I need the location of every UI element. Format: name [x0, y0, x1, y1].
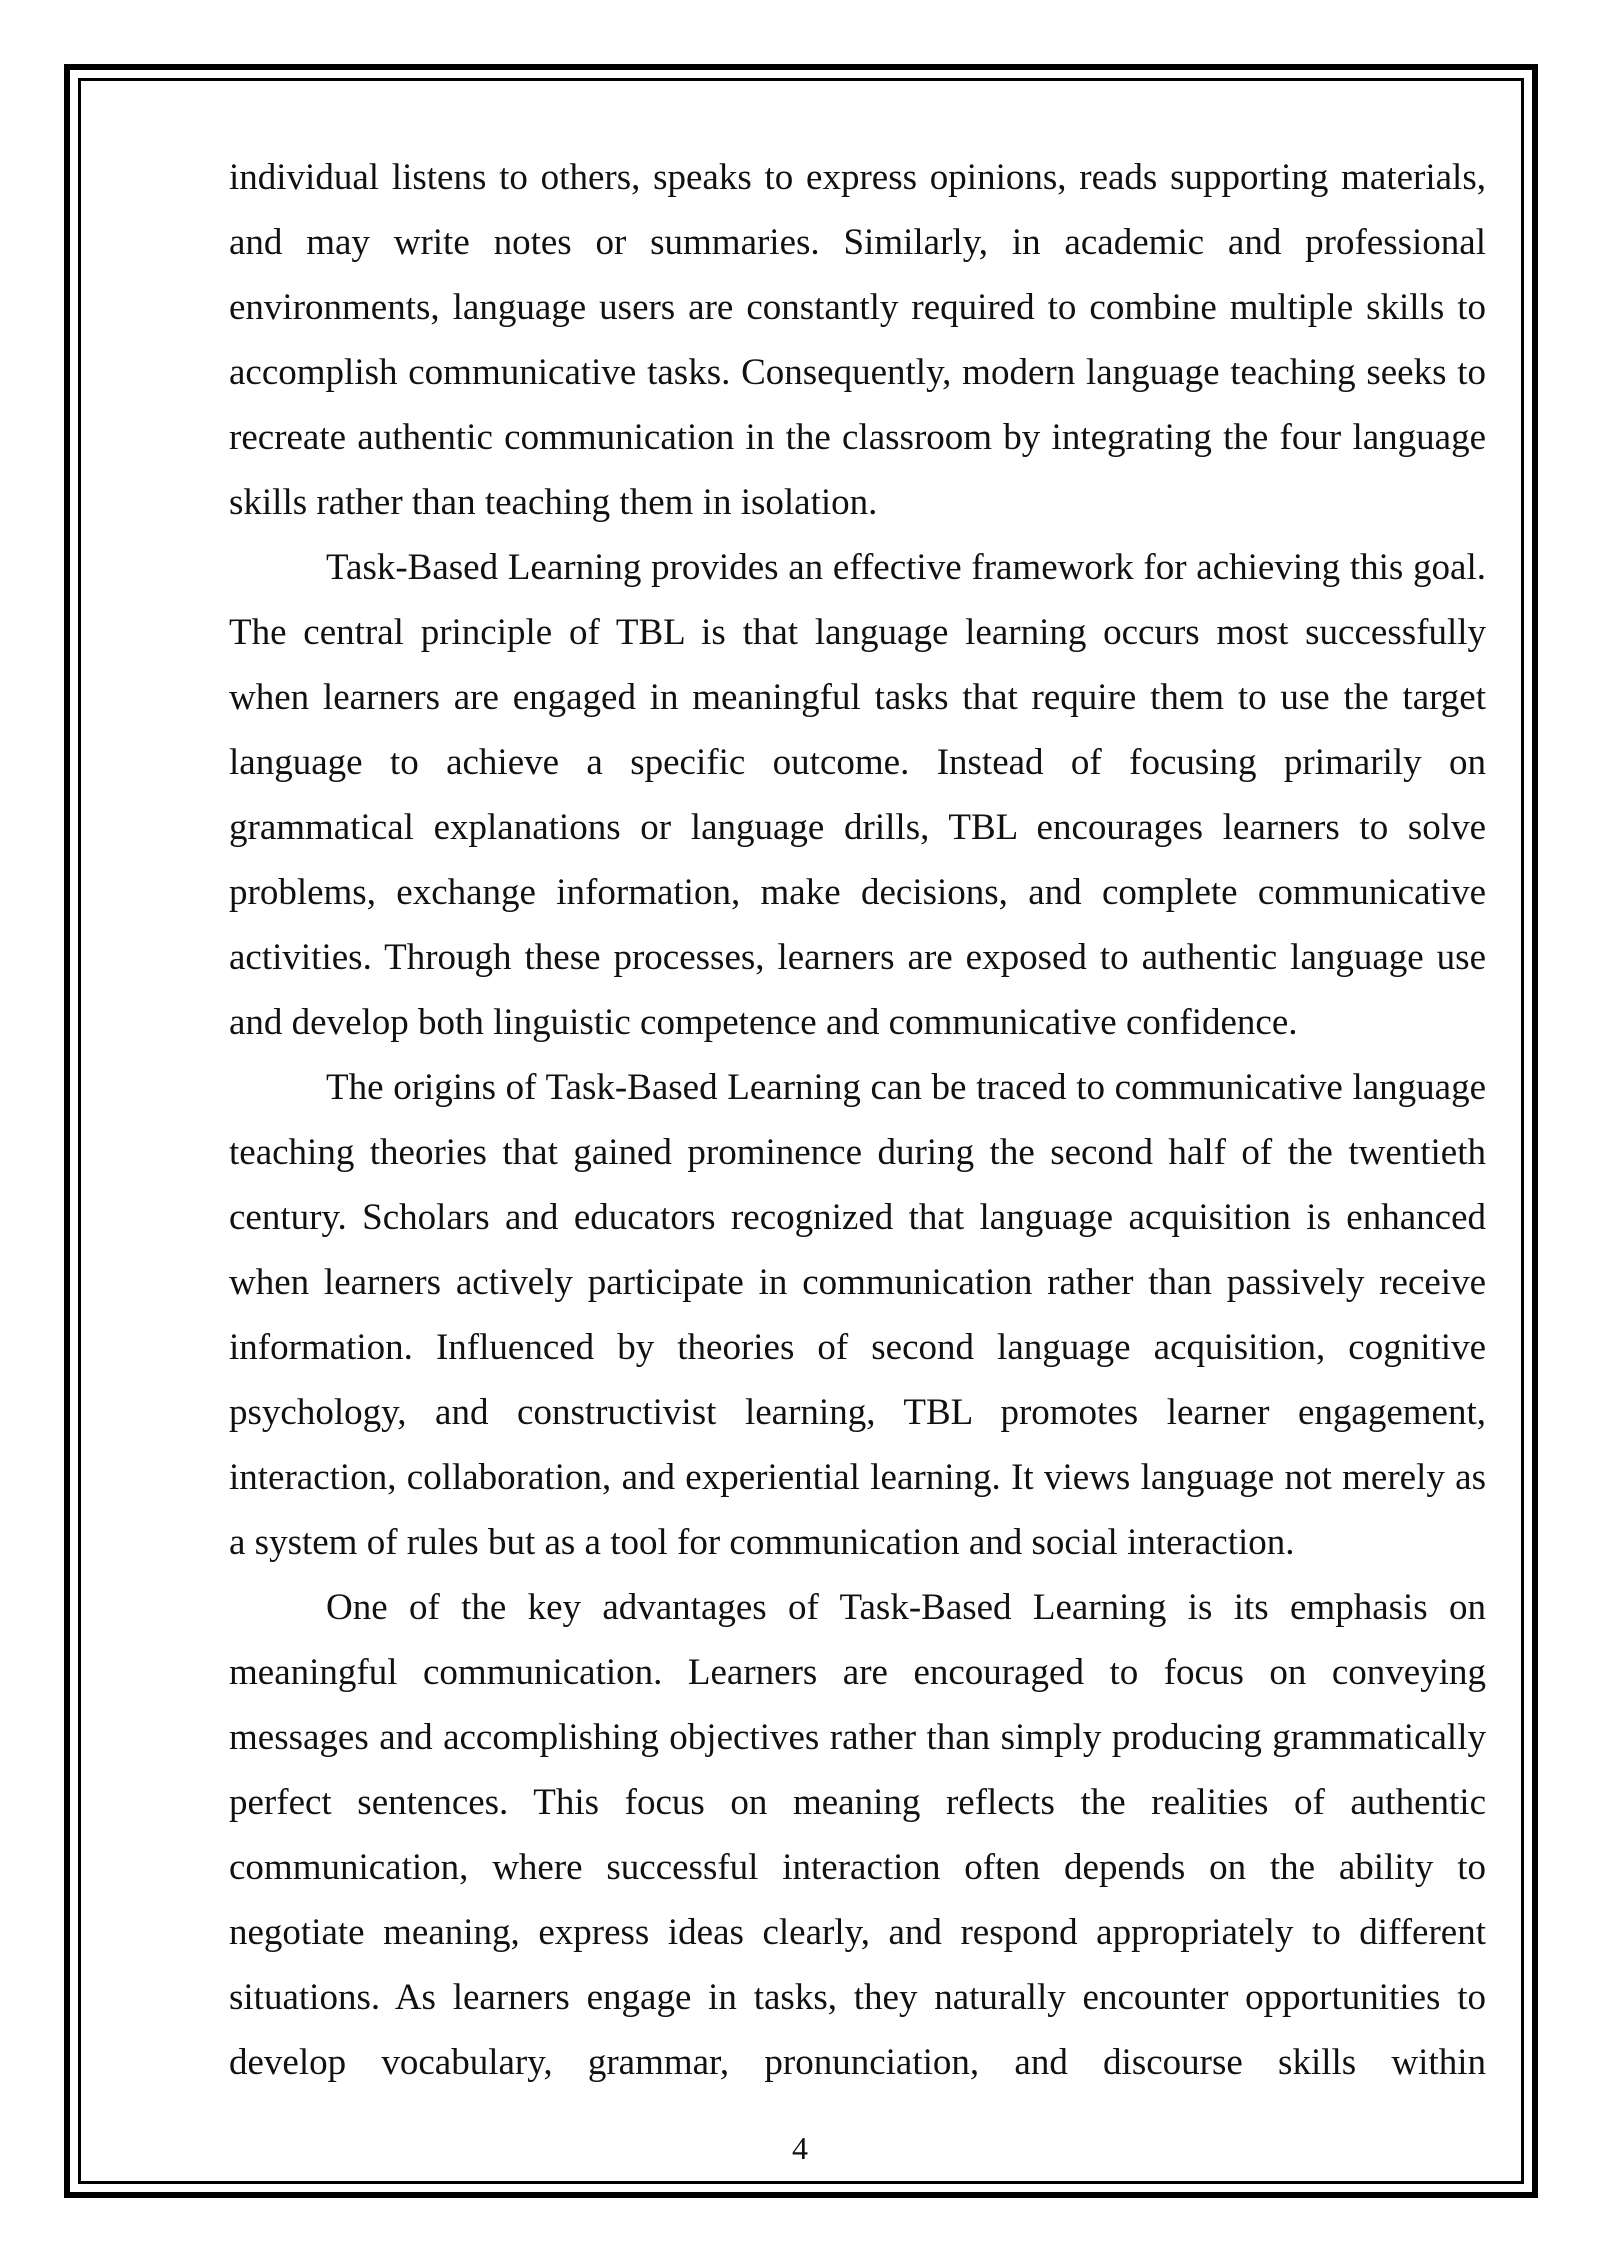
paragraph-3: The origins of Task-Based Learning can be traced to communicative language teaching theories that gained prominence during the second half of the twentieth century. Scholars and educators recognized that language acquisition is enhanced when learners actively participate in communication rather than passively receive information. Influenced by theories of second language acquisition, cognitive psychology, and constructivist learning, TBL promotes learner engagement, interaction, collaboration, and experiential learning. It views language not merely as a system of rules but as a tool for communication and social interaction. — [229, 1067, 1486, 1563]
document-body — [229, 145, 1486, 2095]
paragraph-1: individual listens to others, speaks to express opinions, reads supporting materials, and may write notes or summaries. Similarly, in academic and professional environments, language users are constantly required to combine multiple skills to accomplish communicative tasks. Consequently, modern language teaching seeks to recreate authentic communication in the classroom by integrating the four language skills rather than teaching them in isolation. — [229, 157, 1486, 523]
paragraph-4: One of the key advantages of Task-Based Learning is its emphasis on meaningful communication. Learners are encouraged to focus on conveying messages and accomplishing objectives rather than simply producing grammatically perfect sentences. This focus on meaning reflects the realities of authentic communication, where successful interaction often depends on the ability to negotiate meaning, express ideas clearly, and respond appropriately to different situations. As learners engage in tasks, they naturally encounter opportunities to develop vocabulary, grammar, pronunciation, and discourse skills within — [229, 1587, 1486, 2083]
page-number: 4 — [792, 2130, 808, 2166]
paragraph-2: Task-Based Learning provides an effective framework for achieving this goal. The central principle of TBL is that language learning occurs most successfully when learners are engaged in meaningful tasks that require them to use the target language to achieve a specific outcome. Instead of focusing primarily on grammatical explanations or language drills, TBL encourages learners to solve problems, exchange information, make decisions, and complete communicative activities. Through these processes, learners are exposed to authentic language use and develop both linguistic competence and communicative confidence. — [229, 547, 1486, 1043]
